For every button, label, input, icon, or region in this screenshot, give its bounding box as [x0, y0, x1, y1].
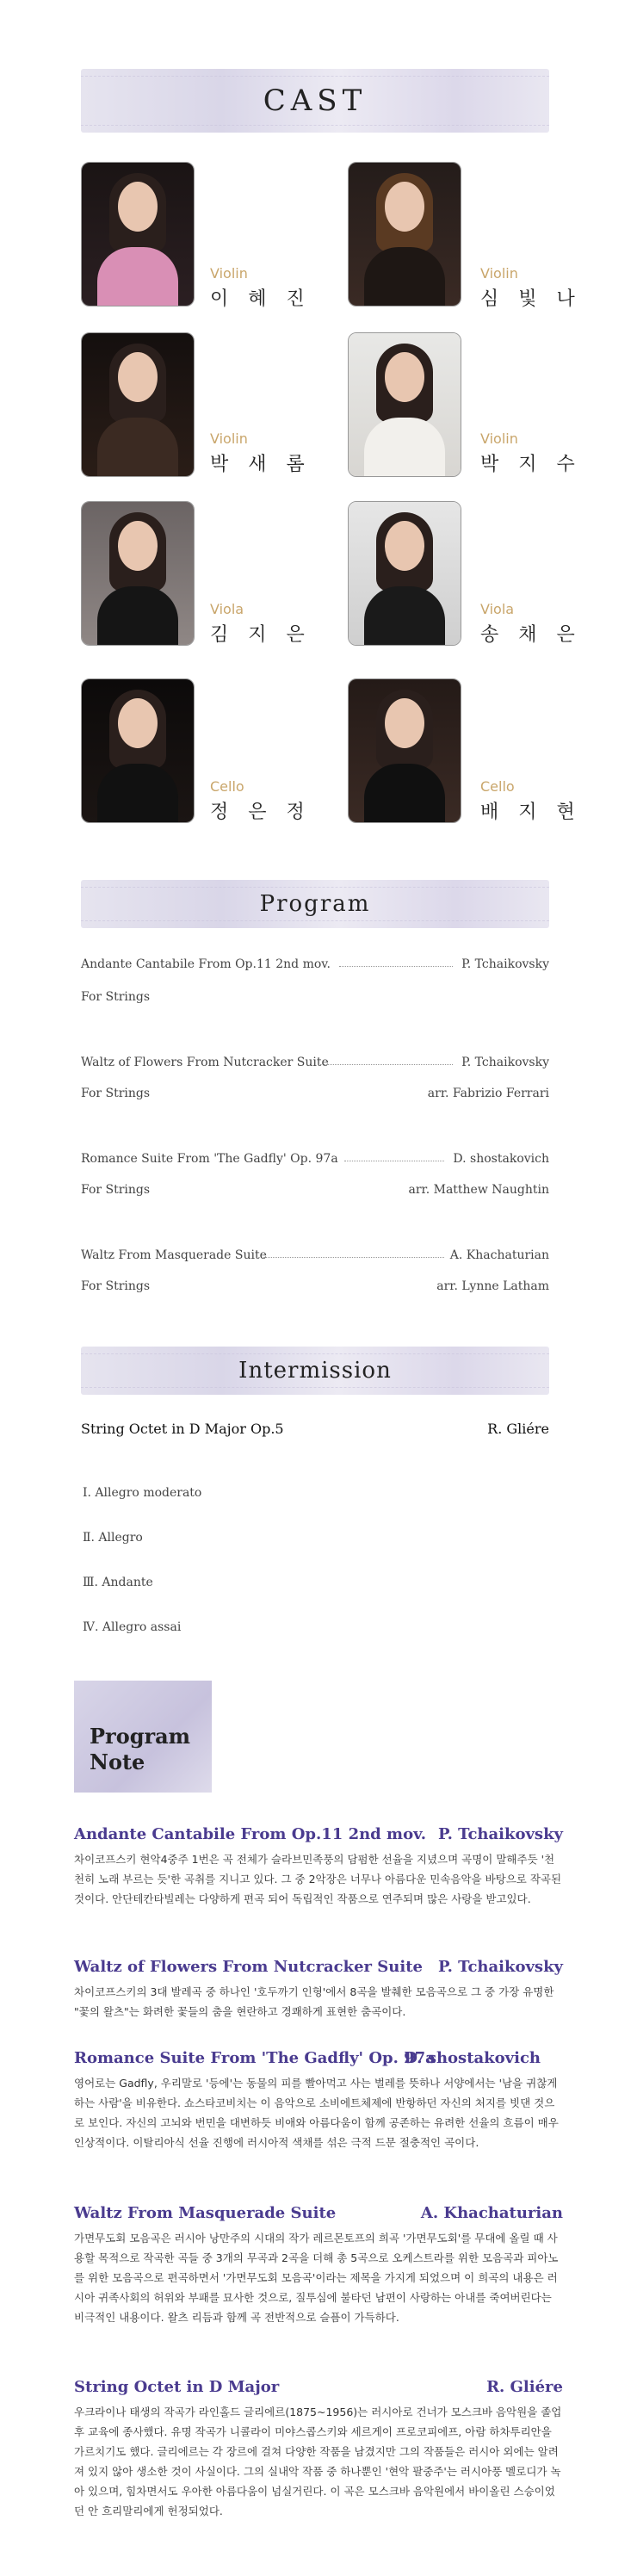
- program-arranger: arr. Lynne Latham: [436, 1279, 549, 1293]
- program-work: Andante Cantabile From Op.11 2nd mov.: [81, 957, 331, 971]
- note-text: 가면무도회 모음곡은 러시아 낭만주의 시대의 작가 레르몬토프의 희곡 '가면무도회'를 무대에 올릴 때 사용할 목적으로 작곡한 곡들 중 3개의 무곡과 2곡을 더해 총 5곡으로 오케스트라를 위한 모음곡과 피아노를 위한 모음곡으로 편곡하면서 '가면무도회 모음곡'이라는 제목을 가지게 되었으며 이 희곡의 내용은 러시아 귀족사회의 허위와 부패를 묘사한 것으로, 질투심에 불타던 남편이 사랑하는 아내를 죽여버린다는 비극적인 내용이다. 왈츠 리듬과 함께 곡 전반적으로 슬픔이 가득하다.: [74, 2232, 559, 2324]
- member-name: 김 지 은: [210, 624, 312, 646]
- note-work: Romance Suite From 'The Gadfly' Op. 97a: [74, 2049, 436, 2067]
- program-composer: A. Khachaturian: [449, 1248, 549, 1262]
- program-sub-label: For Strings: [81, 1183, 151, 1197]
- program-work: Romance Suite From 'The Gadfly' Op. 97a: [81, 1152, 338, 1166]
- program-arranger: arr. Matthew Naughtin: [408, 1183, 549, 1197]
- note-work: Waltz of Flowers From Nutcracker Suite: [74, 1958, 423, 1976]
- member-photo: [348, 332, 461, 477]
- program-sub-label: For Strings: [81, 1279, 151, 1293]
- program-sub-label: For Strings: [81, 1087, 151, 1100]
- member-instrument: Viola: [210, 601, 244, 617]
- note-composer: R. Gliére: [486, 2378, 563, 2396]
- member-photo: [81, 678, 195, 823]
- movement: Ⅰ. Allegro moderato: [83, 1486, 202, 1500]
- program-arranger: arr. Fabrizio Ferrari: [427, 1087, 549, 1100]
- intermission-title: Intermission: [238, 1358, 392, 1384]
- program-banner: [81, 880, 549, 928]
- member-name: 이 혜 진: [210, 288, 312, 310]
- member-instrument: Viola: [480, 601, 515, 617]
- program-composer: D. shostakovich: [453, 1152, 549, 1166]
- program-sub-label: For Strings: [81, 990, 151, 1004]
- movement: Ⅱ. Allegro: [83, 1531, 143, 1545]
- program-work: Waltz of Flowers From Nutcracker Suite: [81, 1056, 329, 1069]
- member-photo: [348, 501, 461, 646]
- movement: Ⅲ. Andante: [83, 1576, 153, 1589]
- member-instrument: Violin: [210, 265, 248, 282]
- program-composer: P. Tchaikovsky: [461, 957, 549, 971]
- cast-banner: [81, 69, 549, 133]
- program-work: Waltz From Masquerade Suite: [81, 1248, 267, 1262]
- note-work: String Octet in D Major: [74, 2378, 280, 2396]
- member-name: 송 채 은: [480, 624, 582, 646]
- member-photo: [348, 678, 461, 823]
- cast-title: CAST: [263, 84, 368, 118]
- member-name: 정 은 정: [210, 802, 312, 823]
- member-instrument: Violin: [210, 430, 248, 447]
- note-text: 영어로는 Gadfly, 우리말로 '등에'는 동물의 피를 빨아먹고 사는 벌레를 뜻하나 서양에서는 '남을 귀찮게 하는 사람'을 비유한다. 쇼스타코비치는 이 음악으로 소비에트체제에 반항하던 자신의 처지를 빗댄 것으로 보인다. 자신의 고뇌와 번민을 대변하듯 비애와 아름다움이 함께 공존하는 유려한 선율의 흐름이 매우 인상적이다. 이탈리아식 선율 진행에 러시아적 색채를 섞은 극적 드문 절충적인 곡이다.: [74, 2077, 559, 2149]
- member-name: 배 지 현: [480, 802, 582, 823]
- member-photo: [348, 162, 461, 307]
- member-name: 심 빛 나: [480, 288, 582, 310]
- member-photo: [81, 501, 195, 646]
- note-work: Andante Cantabile From Op.11 2nd mov.: [74, 1825, 426, 1843]
- note-composer: A. Khachaturian: [420, 2204, 563, 2222]
- member-name: 박 새 롬: [210, 454, 312, 475]
- note-text: 차이코프스키의 3대 발레곡 중 하나인 '호두까기 인형'에서 8곡을 발췌한 모음곡으로 그 중 가장 유명한 "꽃의 왈츠"는 화려한 꽃들의 춤을 현란하고 경쾌하게 표현한 춤곡이다.: [74, 1985, 554, 2018]
- octet-composer: R. Gliére: [487, 1421, 549, 1437]
- member-instrument: Cello: [210, 778, 244, 795]
- program-composer: P. Tchaikovsky: [461, 1056, 549, 1069]
- member-name: 박 지 수: [480, 454, 582, 475]
- member-instrument: Violin: [480, 430, 518, 447]
- program-note-box: [74, 1681, 212, 1793]
- movement: Ⅳ. Allegro assai: [83, 1620, 182, 1634]
- note-composer: D. shostakovich: [404, 2049, 541, 2067]
- program-title: Program: [259, 891, 371, 917]
- note-work: Waltz From Masquerade Suite: [74, 2204, 337, 2222]
- note-text: 차이코프스키 현악4중주 1번은 곡 전체가 슬라브민족풍의 담펌한 선율을 지녔으며 곡명이 말해주듯 '천천히 노래 부르는 듯'한 곡취를 지니고 있다. 그 중 2악장은 너무나 아름다운 민속음악을 바탕으로 작곡된 것이다. 안단테칸타빌레는 다양하게 편곡 되어 독립적인 작품으로 연주되며 많은 사랑을 받고있다.: [74, 1853, 562, 1905]
- note-composer: P. Tchaikovsky: [438, 1958, 563, 1976]
- note-text: 우크라이나 태생의 작곡가 라인홀드 글리에르(1875~1956)는 러시아로 건너가 모스크바 음악원을 졸업후 교육에 종사했다. 유명 작곡가 니콜라이 미야스콥스키와 세르게이 프로코피에프, 아람 하차투리안을 가르치기도 했다. 글리에르는 각 장르에 걸쳐 다양한 작품을 남겼지만 그의 작품들은 러시아 외에는 알려져 있지 않아 생소한 것이 사실이다. 그의 실내악 작품 중 하나뿐인 '현악 팔중주'는 러시아풍 멜로디가 녹아 있으며, 힘차면서도 우아한 아름다움이 넘실거린다. 이 곡은 모스크바 음악원에서 바이올린 스승이었던 안 흐리말리에게 헌정되었다.: [74, 2406, 562, 2517]
- program-note-title: Program Note: [90, 1724, 191, 1774]
- note-composer: P. Tchaikovsky: [438, 1825, 563, 1843]
- intermission-banner: [81, 1347, 549, 1395]
- octet-work: String Octet in D Major Op.5: [81, 1421, 284, 1437]
- member-instrument: Violin: [480, 265, 518, 282]
- member-photo: [81, 332, 195, 477]
- member-instrument: Cello: [480, 778, 515, 795]
- member-photo: [81, 162, 195, 307]
